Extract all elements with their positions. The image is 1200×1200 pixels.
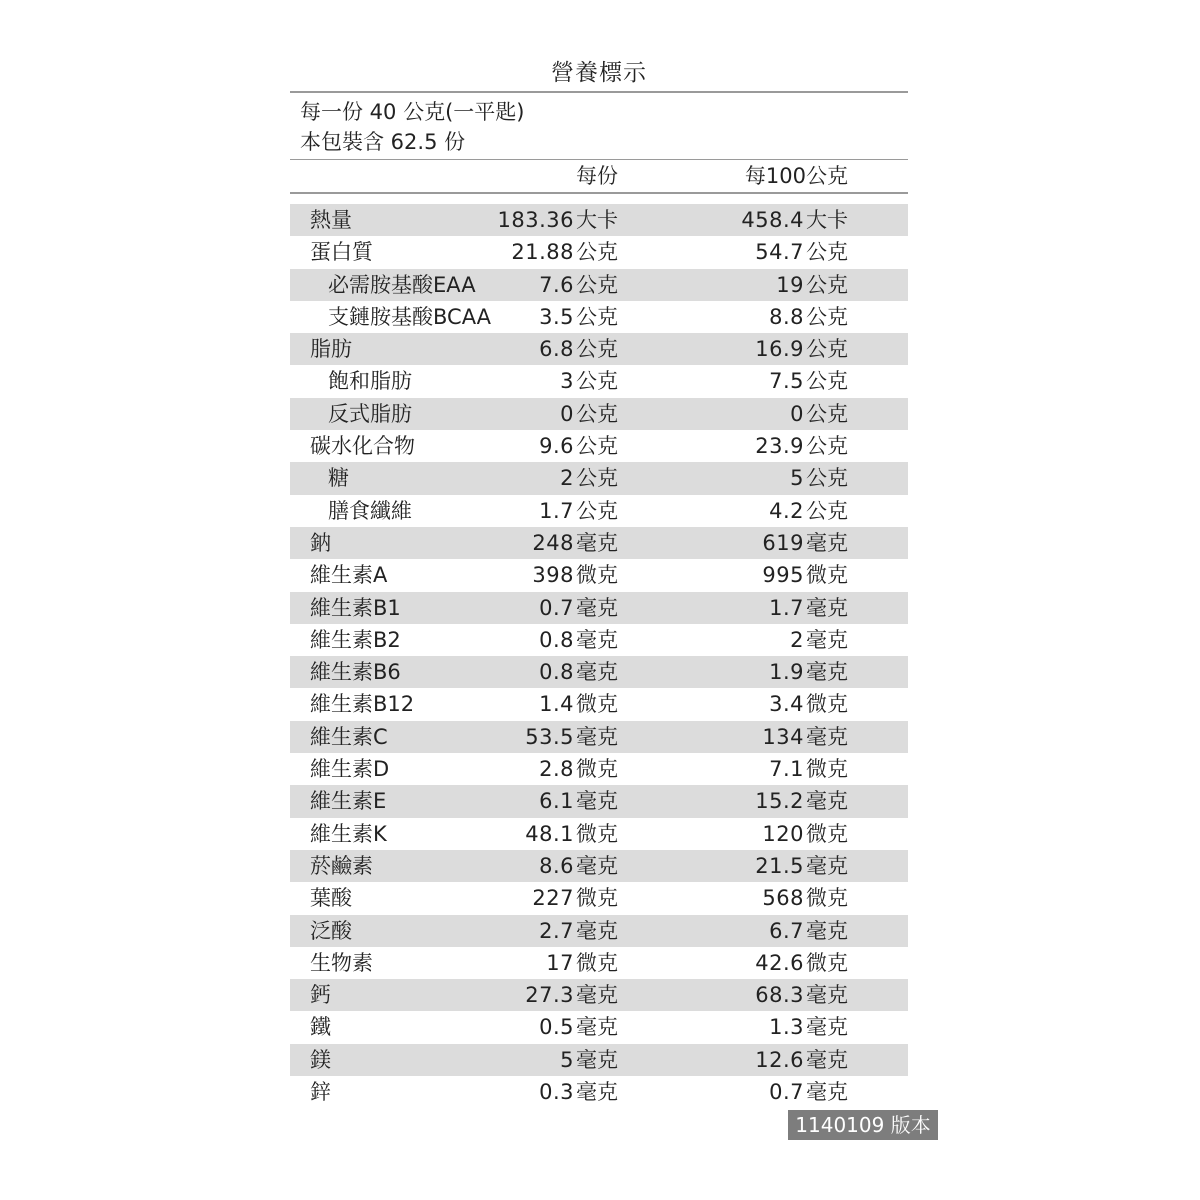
table-row — [290, 850, 908, 882]
per-serving-amount: 17 — [546, 950, 574, 975]
per-100g-amount: 619 — [762, 530, 804, 555]
per-100g-unit: 微克 — [806, 692, 848, 717]
per-100g-amount: 120 — [762, 821, 804, 846]
table-row — [290, 1076, 908, 1108]
per-serving-unit: 微克 — [576, 950, 618, 975]
nutrient-table — [290, 204, 908, 1108]
per-serving-amount: 2 — [560, 466, 574, 491]
per-100g-amount: 1.9 — [769, 660, 804, 685]
table-row — [290, 430, 908, 462]
per-serving-unit: 微克 — [576, 886, 618, 911]
per-100g-value — [769, 301, 848, 333]
per-serving-header: 每份 — [576, 164, 618, 188]
per-serving-value — [539, 688, 618, 720]
header-divider — [290, 192, 908, 194]
per-serving-unit: 毫克 — [576, 789, 618, 814]
per-serving-value — [560, 365, 618, 397]
per-100g-value — [755, 850, 848, 882]
nutrient-name: 反式脂肪 — [328, 401, 412, 426]
per-serving-amount: 53.5 — [525, 724, 574, 749]
per-100g-amount: 8.8 — [769, 304, 804, 329]
table-row — [290, 818, 908, 850]
per-serving-amount: 1.4 — [539, 692, 574, 717]
per-serving-amount: 227 — [532, 886, 574, 911]
per-100g-amount: 4.2 — [769, 498, 804, 523]
column-header — [290, 160, 908, 192]
per-serving-value — [560, 398, 618, 430]
per-100g-value — [755, 1044, 848, 1076]
table-row — [290, 979, 908, 1011]
per-100g-value — [762, 559, 848, 591]
per-100g-unit: 毫克 — [806, 983, 848, 1008]
per-100g-unit: 毫克 — [806, 1015, 848, 1040]
per-serving-amount: 0.3 — [539, 1080, 574, 1105]
per-serving-amount: 398 — [532, 563, 574, 588]
per-serving-value — [560, 462, 618, 494]
per-100g-unit: 公克 — [806, 498, 848, 523]
per-100g-value — [755, 979, 848, 1011]
per-100g-amount: 1.7 — [769, 595, 804, 620]
per-serving-unit: 公克 — [576, 272, 618, 297]
per-serving-value — [498, 204, 618, 236]
per-serving-unit: 公克 — [576, 240, 618, 265]
per-serving-amount: 0.8 — [539, 627, 574, 652]
per-serving-value — [525, 721, 618, 753]
per-100g-unit: 公克 — [806, 337, 848, 362]
table-row — [290, 333, 908, 365]
per-100g-unit: 公克 — [806, 304, 848, 329]
servings-per-package: 本包裝含 62.5 份 — [300, 130, 466, 154]
per-serving-amount: 6.8 — [539, 337, 574, 362]
per-100g-value — [769, 592, 848, 624]
per-serving-value — [560, 1044, 618, 1076]
nutrient-name: 維生素A — [310, 563, 388, 588]
per-serving-amount: 0 — [560, 401, 574, 426]
per-100g-amount: 0 — [790, 401, 804, 426]
per-serving-amount: 2.7 — [539, 918, 574, 943]
per-100g-amount: 54.7 — [755, 240, 804, 265]
per-serving-value — [525, 818, 618, 850]
per-100g-unit: 毫克 — [806, 724, 848, 749]
per-serving-amount: 9.6 — [539, 434, 574, 459]
per-serving-value — [539, 753, 618, 785]
serving-info — [290, 93, 908, 159]
per-100g-value — [762, 818, 848, 850]
per-100g-unit: 公克 — [806, 466, 848, 491]
per-100g-header: 每100公克 — [744, 164, 848, 188]
per-serving-unit: 毫克 — [576, 1080, 618, 1105]
nutrient-name: 蛋白質 — [310, 240, 373, 265]
per-serving-value — [525, 979, 618, 1011]
per-100g-value — [755, 333, 848, 365]
table-row — [290, 1044, 908, 1076]
per-100g-amount: 21.5 — [755, 853, 804, 878]
per-serving-amount: 3.5 — [539, 304, 574, 329]
per-serving-unit: 毫克 — [576, 918, 618, 943]
per-serving-amount: 183.36 — [497, 208, 574, 232]
per-100g-unit: 大卡 — [806, 208, 848, 232]
table-row — [290, 947, 908, 979]
per-100g-value — [762, 721, 848, 753]
per-100g-unit: 公克 — [806, 401, 848, 426]
table-row — [290, 527, 908, 559]
per-serving-unit: 微克 — [576, 757, 618, 782]
per-serving-unit: 毫克 — [576, 724, 618, 749]
per-100g-value — [769, 1011, 848, 1043]
label-title: 營養標示 — [551, 60, 647, 86]
per-100g-amount: 12.6 — [755, 1047, 804, 1072]
per-100g-value — [755, 430, 848, 462]
table-row — [290, 236, 908, 268]
per-serving-unit: 微克 — [576, 692, 618, 717]
per-serving-unit: 毫克 — [576, 595, 618, 620]
per-100g-value — [790, 462, 848, 494]
per-serving-amount: 6.1 — [539, 789, 574, 814]
per-100g-unit: 毫克 — [806, 660, 848, 685]
per-100g-amount: 23.9 — [755, 434, 804, 459]
per-serving-amount: 248 — [532, 530, 574, 555]
nutrient-name: 必需胺基酸EAA — [328, 272, 476, 297]
table-row — [290, 624, 908, 656]
per-100g-unit: 公克 — [806, 272, 848, 297]
per-serving-amount: 48.1 — [525, 821, 574, 846]
table-row — [290, 365, 908, 397]
per-100g-value — [762, 527, 848, 559]
per-100g-value — [776, 269, 848, 301]
per-100g-amount: 458.4 — [741, 208, 804, 232]
table-row — [290, 495, 908, 527]
per-100g-amount: 134 — [762, 724, 804, 749]
table-row — [290, 301, 908, 333]
nutrient-name: 支鏈胺基酸BCAA — [328, 304, 492, 329]
per-100g-amount: 3.4 — [769, 692, 804, 717]
per-100g-amount: 995 — [762, 563, 804, 588]
table-row — [290, 882, 908, 914]
nutrient-name: 維生素C — [310, 724, 388, 749]
per-100g-amount: 7.1 — [769, 757, 804, 782]
per-100g-value — [769, 656, 848, 688]
nutrition-label — [290, 55, 908, 1108]
per-100g-unit: 公克 — [806, 434, 848, 459]
per-100g-unit: 毫克 — [806, 627, 848, 652]
version-badge: 1140109 版本 — [788, 1110, 938, 1140]
per-serving-value — [539, 333, 618, 365]
nutrient-name: 維生素D — [310, 757, 390, 782]
per-100g-amount: 16.9 — [755, 337, 804, 362]
per-100g-unit: 微克 — [806, 757, 848, 782]
per-100g-unit: 微克 — [806, 950, 848, 975]
per-100g-value — [790, 398, 848, 430]
per-serving-amount: 8.6 — [539, 853, 574, 878]
nutrient-name: 維生素K — [310, 821, 387, 846]
per-serving-unit: 毫克 — [576, 983, 618, 1008]
nutrient-name: 泛酸 — [310, 918, 352, 943]
per-serving-amount: 2.8 — [539, 757, 574, 782]
per-serving-amount: 0.7 — [539, 595, 574, 620]
per-100g-value — [769, 365, 848, 397]
per-serving-value — [539, 1011, 618, 1043]
nutrient-name: 鈣 — [310, 983, 331, 1008]
table-row — [290, 592, 908, 624]
table-row — [290, 785, 908, 817]
per-serving-value — [539, 785, 618, 817]
per-100g-amount: 42.6 — [755, 950, 804, 975]
per-serving-value — [539, 850, 618, 882]
per-100g-amount: 5 — [790, 466, 804, 491]
per-serving-value — [539, 592, 618, 624]
per-100g-value — [762, 882, 848, 914]
nutrient-name: 鈉 — [310, 530, 331, 555]
per-serving-amount: 0.5 — [539, 1015, 574, 1040]
per-100g-unit: 微克 — [806, 563, 848, 588]
nutrient-name: 糖 — [328, 466, 349, 491]
per-serving-value — [532, 559, 618, 591]
per-100g-value — [790, 624, 848, 656]
nutrient-name: 碳水化合物 — [310, 434, 415, 459]
per-serving-amount: 3 — [560, 369, 574, 394]
per-100g-value — [769, 495, 848, 527]
per-serving-value — [532, 882, 618, 914]
per-100g-value — [769, 915, 848, 947]
per-100g-amount: 1.3 — [769, 1015, 804, 1040]
nutrient-name: 鋅 — [310, 1080, 331, 1105]
per-serving-value — [511, 236, 618, 268]
table-row — [290, 721, 908, 753]
per-100g-amount: 19 — [776, 272, 804, 297]
per-serving-amount: 27.3 — [525, 983, 574, 1008]
per-100g-value — [755, 785, 848, 817]
table-row — [290, 398, 908, 430]
per-serving-unit: 微克 — [576, 821, 618, 846]
per-100g-amount: 0.7 — [769, 1080, 804, 1105]
table-row — [290, 915, 908, 947]
nutrient-name: 飽和脂肪 — [328, 369, 412, 394]
per-100g-unit: 微克 — [806, 821, 848, 846]
nutrient-name: 膳食纖維 — [328, 498, 412, 523]
table-row — [290, 269, 908, 301]
per-serving-value — [539, 1076, 618, 1108]
per-100g-amount: 7.5 — [769, 369, 804, 394]
per-100g-unit: 公克 — [806, 240, 848, 265]
per-serving-value — [539, 269, 618, 301]
nutrient-name: 維生素B12 — [310, 692, 415, 717]
nutrient-name: 維生素E — [310, 789, 387, 814]
per-100g-unit: 公克 — [806, 369, 848, 394]
per-serving-unit: 毫克 — [576, 660, 618, 685]
per-100g-unit: 毫克 — [806, 789, 848, 814]
per-serving-amount: 21.88 — [511, 240, 574, 265]
per-serving-value — [532, 527, 618, 559]
per-100g-unit: 毫克 — [806, 853, 848, 878]
per-serving-unit: 大卡 — [576, 208, 618, 232]
per-serving-unit: 毫克 — [576, 853, 618, 878]
nutrient-name: 維生素B6 — [310, 660, 401, 685]
per-serving-value — [539, 430, 618, 462]
per-serving-unit: 毫克 — [576, 1047, 618, 1072]
per-serving-value — [539, 915, 618, 947]
per-serving-value — [539, 301, 618, 333]
per-serving-unit: 公克 — [576, 369, 618, 394]
per-serving-amount: 1.7 — [539, 498, 574, 523]
per-serving-unit: 公克 — [576, 304, 618, 329]
per-100g-unit: 毫克 — [806, 530, 848, 555]
per-100g-value — [769, 753, 848, 785]
per-serving-amount: 7.6 — [539, 272, 574, 297]
table-row — [290, 1011, 908, 1043]
per-100g-amount: 568 — [762, 886, 804, 911]
per-serving-unit: 公克 — [576, 498, 618, 523]
table-row — [290, 753, 908, 785]
per-serving-unit: 毫克 — [576, 1015, 618, 1040]
per-100g-unit: 毫克 — [806, 595, 848, 620]
per-serving-value — [546, 947, 618, 979]
per-serving-value — [539, 656, 618, 688]
per-serving-unit: 毫克 — [576, 530, 618, 555]
serving-size: 每一份 40 公克(一平匙) — [300, 100, 525, 124]
nutrient-name: 鎂 — [310, 1047, 331, 1072]
table-row — [290, 688, 908, 720]
per-100g-unit: 微克 — [806, 886, 848, 911]
per-serving-amount: 0.8 — [539, 660, 574, 685]
per-100g-amount: 15.2 — [755, 789, 804, 814]
nutrient-name: 維生素B1 — [310, 595, 401, 620]
nutrient-name: 生物素 — [310, 950, 373, 975]
per-100g-value — [741, 204, 848, 236]
nutrient-name: 維生素B2 — [310, 627, 401, 652]
nutrient-name: 葉酸 — [310, 886, 352, 911]
per-100g-amount: 6.7 — [769, 918, 804, 943]
per-serving-unit: 微克 — [576, 563, 618, 588]
per-serving-unit: 公克 — [576, 337, 618, 362]
per-100g-value — [755, 236, 848, 268]
per-serving-unit: 公克 — [576, 401, 618, 426]
per-serving-value — [539, 495, 618, 527]
per-100g-amount: 68.3 — [755, 983, 804, 1008]
nutrient-name: 脂肪 — [310, 337, 352, 362]
table-row — [290, 656, 908, 688]
nutrient-name: 熱量 — [310, 208, 352, 232]
per-100g-value — [769, 688, 848, 720]
table-row — [290, 204, 908, 236]
per-serving-unit: 公克 — [576, 434, 618, 459]
per-100g-value — [755, 947, 848, 979]
nutrient-name: 菸鹼素 — [310, 853, 373, 878]
per-100g-unit: 毫克 — [806, 1047, 848, 1072]
per-serving-unit: 公克 — [576, 466, 618, 491]
per-serving-amount: 5 — [560, 1047, 574, 1072]
per-100g-unit: 毫克 — [806, 1080, 848, 1105]
per-100g-amount: 2 — [790, 627, 804, 652]
table-row — [290, 462, 908, 494]
per-serving-unit: 毫克 — [576, 627, 618, 652]
per-100g-value — [769, 1076, 848, 1108]
nutrient-name: 鐵 — [310, 1015, 331, 1040]
per-100g-unit: 毫克 — [806, 918, 848, 943]
table-row — [290, 559, 908, 591]
per-serving-value — [539, 624, 618, 656]
